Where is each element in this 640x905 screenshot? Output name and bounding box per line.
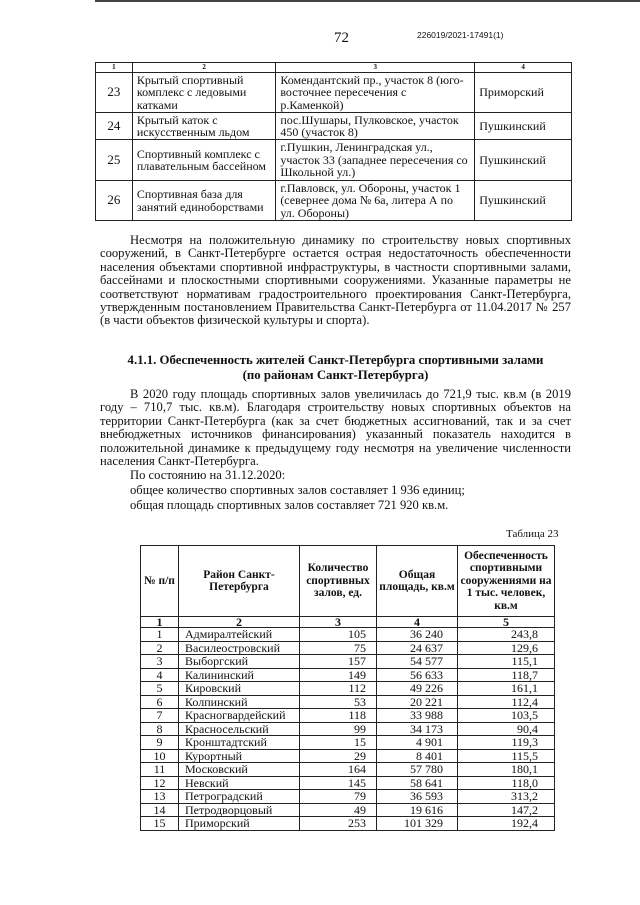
- row-number: 10: [141, 749, 179, 763]
- total-area: 24 637: [377, 641, 458, 655]
- table-row: [141, 628, 555, 642]
- status-date-line: По состоянию на 31.12.2020:: [130, 468, 286, 482]
- table-row: [141, 695, 555, 709]
- row-number: 3: [141, 655, 179, 669]
- total-area-line: общая площадь спортивных залов составляет 721 920 кв.м.: [130, 498, 449, 512]
- table-row: [141, 682, 555, 696]
- table-row: [141, 749, 555, 763]
- hall-count: 99: [300, 722, 377, 736]
- total-area: 19 616: [377, 803, 458, 817]
- column-number: 3: [276, 63, 475, 73]
- total-area: 4 901: [377, 736, 458, 750]
- header-total-area: Общая площадь, кв.м: [377, 546, 458, 617]
- total-area: 34 173: [377, 722, 458, 736]
- table-row: [141, 709, 555, 723]
- row-number: 13: [141, 790, 179, 804]
- provision-value: 103,5: [458, 709, 555, 723]
- district-name: Невский: [179, 776, 300, 790]
- district-name: Курортный: [179, 749, 300, 763]
- facility-name: Спортивный комплекс с плавательным бассейном: [132, 140, 275, 181]
- hall-count: 105: [300, 628, 377, 642]
- district-name: Колпинский: [179, 695, 300, 709]
- table-row: [141, 736, 555, 750]
- total-area: 33 988: [377, 709, 458, 723]
- row-number: 26: [96, 181, 133, 221]
- section-heading-line1: 4.1.1. Обеспеченность жителей Санкт-Петербурга спортивными залами: [127, 353, 544, 367]
- hall-count: 164: [300, 763, 377, 777]
- table-row: [96, 73, 572, 113]
- district-name: Приморский: [179, 817, 300, 831]
- total-area: 58 641: [377, 776, 458, 790]
- header-district: Район Санкт-Петербурга: [179, 546, 300, 617]
- hall-count: 15: [300, 736, 377, 750]
- section-heading: [100, 353, 571, 383]
- row-number: 8: [141, 722, 179, 736]
- provision-value: 90,4: [458, 722, 555, 736]
- scan-edge-line: [95, 0, 640, 2]
- table-row: [141, 722, 555, 736]
- table-row: [141, 776, 555, 790]
- district-name: Адмиралтейский: [179, 628, 300, 642]
- row-number: 25: [96, 140, 133, 181]
- district-name: Московский: [179, 763, 300, 777]
- total-area: 36 240: [377, 628, 458, 642]
- district-name: Выборгский: [179, 655, 300, 669]
- row-number: 6: [141, 695, 179, 709]
- hall-count: 29: [300, 749, 377, 763]
- facility-district: Пушкинский: [475, 113, 572, 140]
- table-row: [141, 668, 555, 682]
- hall-count: 253: [300, 817, 377, 831]
- table-row: [141, 655, 555, 669]
- hall-count: 149: [300, 668, 377, 682]
- total-area: 101 329: [377, 817, 458, 831]
- total-area: 20 221: [377, 695, 458, 709]
- row-number: 11: [141, 763, 179, 777]
- facility-district: Пушкинский: [475, 181, 572, 221]
- facility-address: Комендантский пр., участок 8 (юго-восточнее пересечения с р.Каменкой): [276, 73, 475, 113]
- total-area: 56 633: [377, 668, 458, 682]
- provision-value: 147,2: [458, 803, 555, 817]
- hall-count: 145: [300, 776, 377, 790]
- table-row: [96, 140, 572, 181]
- section-heading-line2: (по районам Санкт-Петербурга): [242, 368, 429, 382]
- facility-name: Спортивная база для занятий единоборствами: [132, 181, 275, 221]
- column-number-row: [141, 617, 555, 628]
- hall-count: 157: [300, 655, 377, 669]
- table-row: [141, 763, 555, 777]
- provision-value: 180,1: [458, 763, 555, 777]
- provision-value: 118,7: [458, 668, 555, 682]
- row-number: 5: [141, 682, 179, 696]
- hall-count: 118: [300, 709, 377, 723]
- provision-value: 313,2: [458, 790, 555, 804]
- header-row-number: № п/п: [141, 546, 179, 617]
- facility-district: Приморский: [475, 73, 572, 113]
- document-id: 226019/2021-17491(1): [417, 30, 504, 40]
- hall-count: 49: [300, 803, 377, 817]
- total-area: 54 577: [377, 655, 458, 669]
- facility-district: Пушкинский: [475, 140, 572, 181]
- facility-address: г.Пушкин, Ленинградская ул., участок 33 (западнее пересечения со Школьной ул.): [276, 140, 475, 181]
- facility-name: Крытый каток с искусственным льдом: [132, 113, 275, 140]
- column-number: 2: [179, 617, 300, 628]
- district-name: Василеостровский: [179, 641, 300, 655]
- district-name: Петроградский: [179, 790, 300, 804]
- total-area: 36 593: [377, 790, 458, 804]
- row-number: 1: [141, 628, 179, 642]
- column-number-row: [96, 63, 572, 73]
- row-number: 15: [141, 817, 179, 831]
- table-row: [141, 817, 555, 831]
- provision-value: 115,1: [458, 655, 555, 669]
- page-number: 72: [334, 30, 349, 46]
- table-row: [96, 113, 572, 140]
- column-number: 4: [475, 63, 572, 73]
- district-name: Кронштадтский: [179, 736, 300, 750]
- row-number: 9: [141, 736, 179, 750]
- district-name: Красносельский: [179, 722, 300, 736]
- header-hall-count: Количество спортивных залов, ед.: [300, 546, 377, 617]
- total-area: 57 780: [377, 763, 458, 777]
- total-area: 8 401: [377, 749, 458, 763]
- header-provision-per-1000: Обеспеченность спортивными сооружениями на 1 тыс. человек, кв.м: [458, 546, 555, 617]
- row-number: 2: [141, 641, 179, 655]
- provision-value: 112,4: [458, 695, 555, 709]
- provision-value: 243,8: [458, 628, 555, 642]
- facility-address: пос.Шушары, Пулковское, участок 450 (участок 8): [276, 113, 475, 140]
- column-number: 3: [300, 617, 377, 628]
- row-number: 7: [141, 709, 179, 723]
- provision-value: 118,0: [458, 776, 555, 790]
- district-name: Петродворцовый: [179, 803, 300, 817]
- body-paragraph-growth: [100, 388, 571, 468]
- hall-count: 75: [300, 641, 377, 655]
- paragraph-text: В 2020 году площадь спортивных залов увеличилась до 721,9 тыс. кв.м (в 2019 году – 710,7 тыс. кв.м). Благодаря строительству новых спортивных объектов на территории Санкт-Петербурга (как за счет бюджетных ассигнований, так и за счет внебюджетных источников финансирования) указанный показатель находится в положительной динамике к предыдущему году несмотря на увеличение численности населения Санкт-Петербурга.: [100, 387, 571, 469]
- sports-facilities-table-continued: [95, 62, 572, 221]
- sports-halls-by-district-table: [140, 545, 555, 831]
- body-paragraph-shortage: [100, 234, 571, 328]
- provision-value: 115,5: [458, 749, 555, 763]
- row-number: 12: [141, 776, 179, 790]
- table-header-row: [141, 546, 555, 617]
- table-label: Таблица 23: [506, 528, 559, 540]
- facility-address: г.Павловск, ул. Обороны, участок 1 (севернее дома № 6а, литера А по ул. Обороны): [276, 181, 475, 221]
- table-row: [96, 181, 572, 221]
- total-area: 49 226: [377, 682, 458, 696]
- hall-count: 112: [300, 682, 377, 696]
- district-name: Кировский: [179, 682, 300, 696]
- district-name: Калининский: [179, 668, 300, 682]
- provision-value: 119,3: [458, 736, 555, 750]
- row-number: 14: [141, 803, 179, 817]
- paragraph-text: Несмотря на положительную динамику по строительству новых спортивных сооружений, в Санкт-Петербурге остается острая недостаточность обеспеченности населения объектами спортивной инфраструктуры, в частности спортивными залами, бассейнами и плоскостными спортивными сооружениями. Указанные параметры не соответствуют нормативам градостроительного проектирования Санкт-Петербурга, утвержденным постановлением Правительства Санкт-Петербурга от 11.04.2017 № 257 (в части объектов физической культуры и спорта).: [100, 233, 571, 328]
- table-row: [141, 803, 555, 817]
- hall-count: 53: [300, 695, 377, 709]
- provision-value: 192,4: [458, 817, 555, 831]
- table-row: [141, 790, 555, 804]
- column-number: 1: [141, 617, 179, 628]
- column-number: 4: [377, 617, 458, 628]
- provision-value: 129,6: [458, 641, 555, 655]
- column-number: 2: [132, 63, 275, 73]
- row-number: 4: [141, 668, 179, 682]
- column-number: 1: [96, 63, 133, 73]
- facility-name: Крытый спортивный комплекс с ледовыми катками: [132, 73, 275, 113]
- table-row: [141, 641, 555, 655]
- total-halls-line: общее количество спортивных залов составляет 1 936 единиц;: [130, 483, 465, 497]
- row-number: 23: [96, 73, 133, 113]
- row-number: 24: [96, 113, 133, 140]
- district-name: Красногвардейский: [179, 709, 300, 723]
- provision-value: 161,1: [458, 682, 555, 696]
- column-number: 5: [458, 617, 555, 628]
- hall-count: 79: [300, 790, 377, 804]
